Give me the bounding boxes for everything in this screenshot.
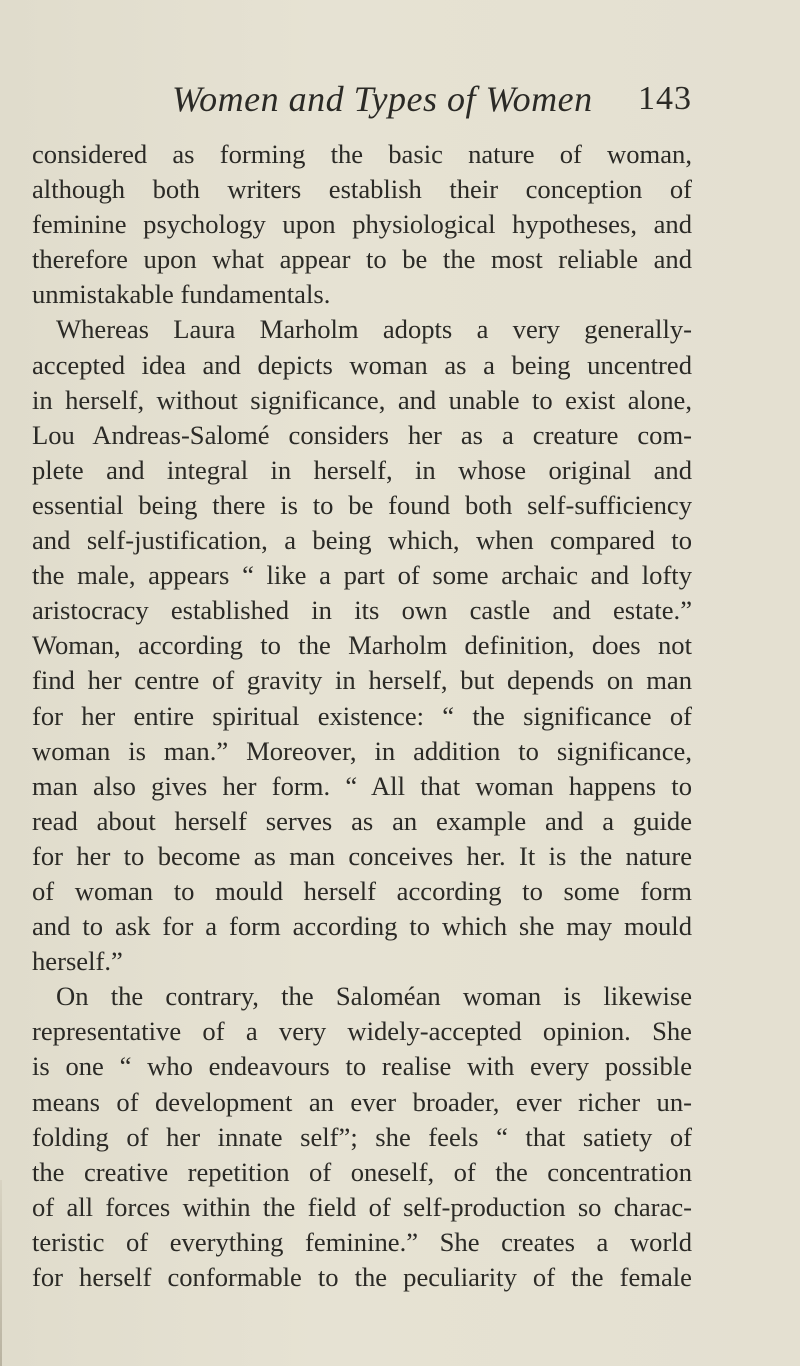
text-line: Lou Andreas-Salomé considers her as a creature com- xyxy=(32,419,692,450)
page-header xyxy=(172,78,692,128)
text-line: On the contrary, the Saloméan woman is likewise xyxy=(56,981,692,1012)
page-edge-shadow xyxy=(0,1180,2,1366)
text-line: find her centre of gravity in herself, but depends on man xyxy=(32,665,692,696)
text-line: unmistakable fundamentals. xyxy=(32,279,331,310)
text-line: for her entire spiritual existence: “ the significance of xyxy=(32,700,692,731)
text-line: means of development an ever broader, ever richer un- xyxy=(32,1086,692,1117)
text-line: of woman to mould herself according to some form xyxy=(32,875,692,906)
text-line: although both writers establish their conception of xyxy=(32,174,692,205)
text-line: Woman, according to the Marholm definition, does not xyxy=(32,630,692,661)
text-line: for her to become as man conceives her. It is the nature xyxy=(32,840,692,871)
text-line: essential being there is to be found both self-sufficiency xyxy=(32,489,692,520)
text-line: the male, appears “ like a part of some archaic and lofty xyxy=(32,560,692,591)
text-line: plete and integral in herself, in whose original and xyxy=(32,454,692,485)
text-line: man also gives her form. “ All that woman happens to xyxy=(32,770,692,801)
text-line: and self-justification, a being which, when compared to xyxy=(32,525,692,556)
body-text xyxy=(32,137,692,1295)
text-line: folding of her innate self”; she feels “ that satiety of xyxy=(32,1121,692,1152)
text-line: woman is man.” Moreover, in addition to significance, xyxy=(32,735,692,766)
text-line: accepted idea and depicts woman as a being uncentred xyxy=(32,349,692,380)
text-line: the creative repetition of oneself, of the concentration xyxy=(32,1156,692,1187)
running-title: Women and Types of Women xyxy=(172,79,593,119)
text-line: teristic of everything feminine.” She creates a world xyxy=(32,1226,692,1257)
text-line: for herself conformable to the peculiarity of the female xyxy=(32,1262,692,1292)
text-line: Whereas Laura Marholm adopts a very generally- xyxy=(56,314,692,345)
text-line: feminine psychology upon physiological hypotheses, and xyxy=(32,209,692,240)
text-line: herself.” xyxy=(32,946,123,977)
text-line: of all forces within the field of self-production so charac- xyxy=(32,1191,692,1222)
text-line: aristocracy established in its own castle and estate.” xyxy=(32,595,692,626)
text-line: is one “ who endeavours to realise with every possible xyxy=(32,1051,692,1082)
text-line: read about herself serves as an example and a guide xyxy=(32,805,692,836)
text-line: considered as forming the basic nature of woman, xyxy=(32,139,692,169)
text-line: representative of a very widely-accepted opinion. She xyxy=(32,1016,692,1047)
text-line: therefore upon what appear to be the most reliable and xyxy=(32,244,692,275)
text-line: and to ask for a form according to which she may mould xyxy=(32,911,692,942)
page-number: 143 xyxy=(638,80,692,117)
text-line: in herself, without significance, and unable to exist alone, xyxy=(32,384,692,415)
